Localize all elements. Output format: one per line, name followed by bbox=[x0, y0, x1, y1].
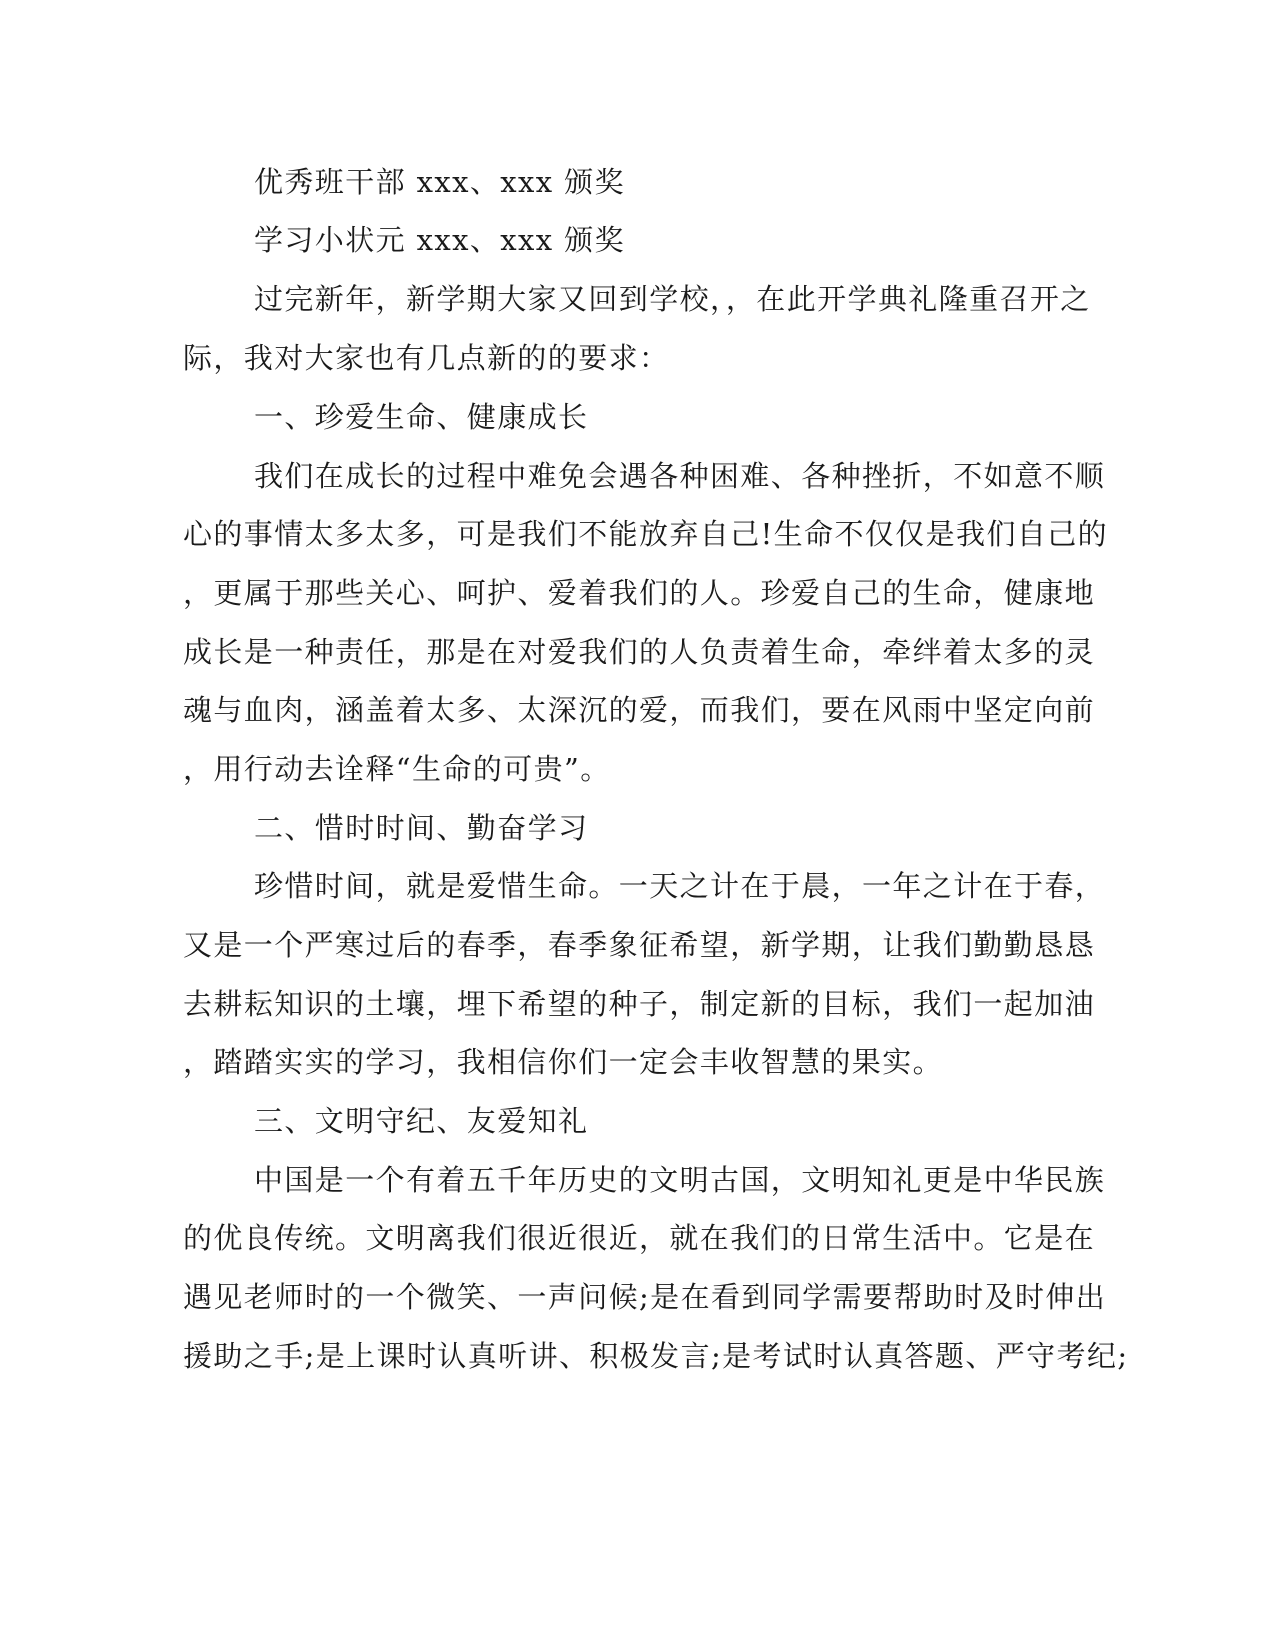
paragraph-line: ，用行动去诠释“生命的可贵”。 bbox=[183, 752, 611, 786]
paragraph-line: 过完新年，新学期大家又回到学校，，在此开学典礼隆重召开之 bbox=[254, 282, 1091, 316]
text-line: 学习小状元 xxx、xxx 颁奖 bbox=[254, 223, 625, 257]
paragraph-line: 去耕耘知识的土壤，埋下希望的种子，制定新的目标，我们一起加油 bbox=[183, 987, 1096, 1021]
paragraph-line: 心的事情太多太多，可是我们不能放弃自己!生命不仅仅是我们自己的 bbox=[183, 517, 1109, 551]
section-heading: 一、珍爱生命、健康成长 bbox=[254, 400, 589, 434]
paragraph-line: 际，我对大家也有几点新的的要求： bbox=[183, 341, 670, 375]
paragraph-line: 魂与血肉，涵盖着太多、太深沉的爱，而我们，要在风雨中坚定向前 bbox=[183, 693, 1096, 727]
paragraph-line: 珍惜时间，就是爱惜生命。一天之计在于晨，一年之计在于春， bbox=[254, 869, 1106, 903]
paragraph-line: ，踏踏实实的学习，我相信你们一定会丰收智慧的果实。 bbox=[183, 1045, 944, 1079]
section-heading: 二、惜时时间、勤奋学习 bbox=[254, 811, 589, 845]
paragraph-line: 援助之手;是上课时认真听讲、积极发言;是考试时认真答题、严守考纪; bbox=[183, 1339, 1129, 1373]
paragraph-line: 我们在成长的过程中难免会遇各种困难、各种挫折，不如意不顺 bbox=[254, 459, 1106, 493]
paragraph-line: ，更属于那些关心、呵护、爱着我们的人。珍爱自己的生命，健康地 bbox=[183, 576, 1096, 610]
text-line: 优秀班干部 xxx、xxx 颁奖 bbox=[254, 165, 625, 199]
paragraph-line: 成长是一种责任，那是在对爱我们的人负责着生命，牵绊着太多的灵 bbox=[183, 635, 1096, 669]
paragraph-line: 中国是一个有着五千年历史的文明古国，文明知礼更是中华民族 bbox=[254, 1163, 1106, 1197]
paragraph-line: 的优良传统。文明离我们很近很近，就在我们的日常生活中。它是在 bbox=[183, 1221, 1096, 1255]
paragraph-line: 又是一个严寒过后的春季，春季象征希望，新学期，让我们勤勤恳恳 bbox=[183, 928, 1096, 962]
section-heading: 三、文明守纪、友爱知礼 bbox=[254, 1104, 589, 1138]
paragraph-line: 遇见老师时的一个微笑、一声问候;是在看到同学需要帮助时及时伸出 bbox=[183, 1280, 1107, 1314]
